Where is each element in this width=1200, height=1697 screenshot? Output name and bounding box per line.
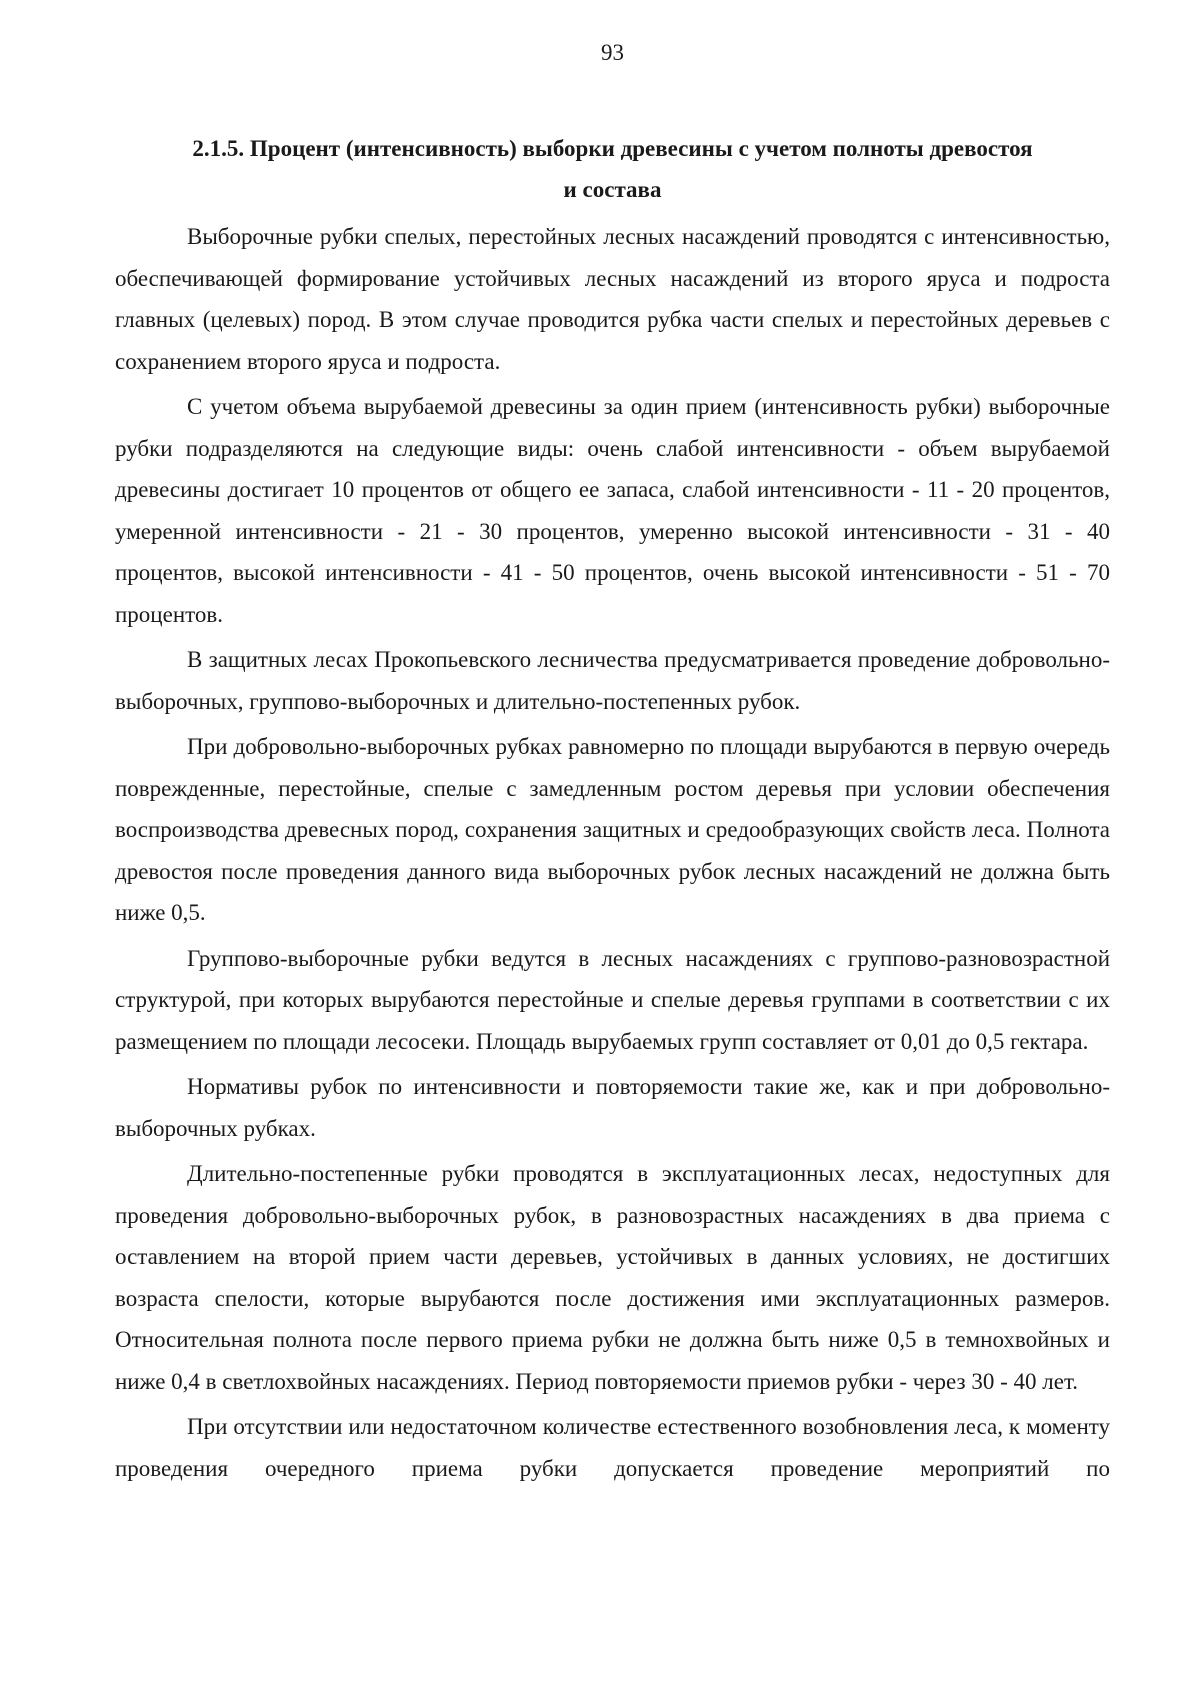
paragraph-natural-regeneration: При отсутствии или недостаточном количестве естественного возобновления леса, к моменту проведения очередного приема рубки допускается проведение мероприятий по (115, 1414, 1110, 1481)
paragraph-selective-cuttings: Выборочные рубки спелых, перестойных лесных насаждений проводятся с интенсивностью, обеспечивающей формирование устойчивых лесных насаждений из второго яруса и подроста главных (целевых) пород. В этом случае проводится рубка части спелых и перестойных деревьев с сохранением второго яруса и подроста. (115, 224, 1110, 374)
paragraph-intensity-classes: С учетом объема вырубаемой древесины за один прием (интенсивность рубки) выборочные рубки подразделяются на следующие виды: очень слабой интенсивности - объем вырубаемой древесины достигает 10 процентов от общего ее запаса, слабой интенсивности - 11 - 20 процентов, умеренной интенсивности - 21 - 30 процентов, умеренно высокой интенсивности - 31 - 40 процентов, высокой интенсивности - 41 - 50 процентов, очень высокой интенсивности - 51 - 70 процентов. (115, 394, 1110, 627)
paragraph-protective-forests: В защитных лесах Прокопьевского лесничества предусматривается проведение добровольно-выборочных, группово-выборочных и длительно-постепенных рубок. (115, 647, 1110, 714)
paragraph-long-gradual: Длительно-постепенные рубки проводятся в эксплуатационных лесах, недоступных для проведения добровольно-выборочных рубок, в разновозрастных насаждениях в два приема с оставлением на второй прием части деревьев, устойчивых в данных условиях, не достигших возраста спелости, которые вырубаются после достижения ими эксплуатационных размеров. Относительная полнота после первого приема рубки не должна быть ниже 0,5 в темнохвойных и ниже 0,4 в светлохвойных насаждениях. Период повторяемости приемов рубки - через 30 - 40 лет. (115, 1161, 1110, 1394)
page-number: 93 (601, 40, 624, 65)
section-title-line-1: 2.1.5. Процент (интенсивность) выборки древесины с учетом полноты древостоя (192, 136, 1033, 161)
paragraph-norms: Нормативы рубок по интенсивности и повторяемости такие же, как и при добровольно-выборочных рубках. (115, 1074, 1110, 1141)
section-title (115, 128, 1110, 210)
paragraph-group-selective: Группово-выборочные рубки ведутся в лесных насаждениях с группово-разновозрастной структурой, при которых вырубаются перестойные и спелые деревья группами в соответствии с их размещением по площади лесосеки. Площадь вырубаемых групп составляет от 0,01 до 0,5 гектара. (115, 945, 1110, 1054)
body-text (115, 216, 1110, 1489)
section-title-line-2: и состава (563, 177, 662, 202)
paragraph-voluntary-selective: При добровольно-выборочных рубках равномерно по площади вырубаются в первую очередь поврежденные, перестойные, спелые с замедленным ростом деревья при условии обеспечения воспроизводства древесных пород, сохранения защитных и средообразующих свойств леса. Полнота древостоя после проведения данного вида выборочных рубок лесных насаждений не должна быть ниже 0,5. (115, 734, 1110, 925)
